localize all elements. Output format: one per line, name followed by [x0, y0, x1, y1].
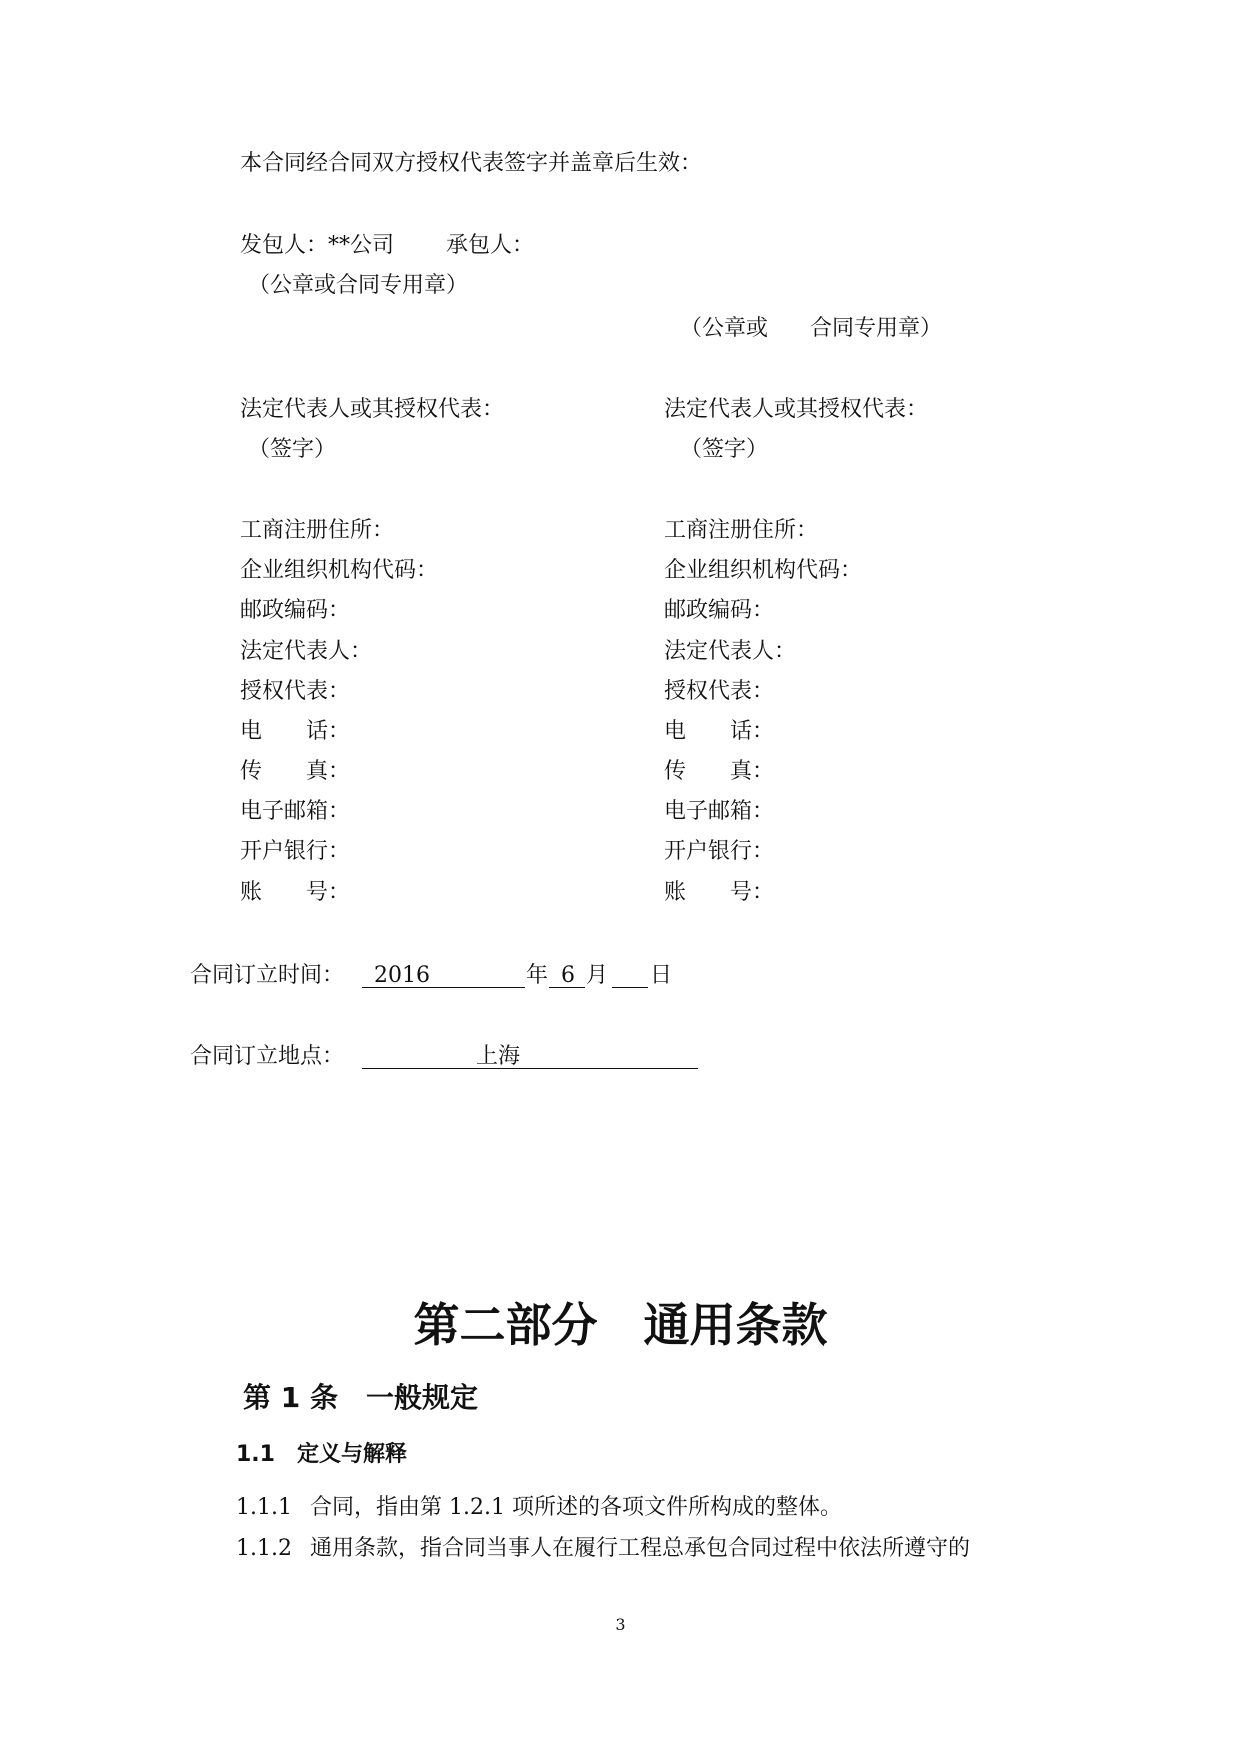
- contractor-field: 账 号：: [664, 880, 775, 905]
- contractor-label: 承包人：: [446, 233, 535, 258]
- signing-place-label: 合同订立地点：: [190, 1044, 345, 1069]
- employer-field: 工商注册住所：: [240, 518, 395, 543]
- clause-text: 合同，指由第 1.2.1 项所述的各项文件所构成的整体。: [310, 1495, 842, 1520]
- day-unit: 日: [650, 963, 673, 988]
- employer-field: 传 真：: [240, 759, 351, 784]
- signing-time-label: 合同订立时间：: [190, 963, 345, 988]
- page-number: 3: [615, 1615, 626, 1634]
- contractor-field: 电子邮箱：: [664, 799, 775, 824]
- contractor-seal-note-b: 合同专用章）: [810, 316, 943, 341]
- contractor-sign-note: （签字）: [680, 437, 769, 462]
- day-underline: [612, 987, 648, 988]
- employer-field: 电子邮箱：: [240, 799, 351, 824]
- part-title: 第二部分 通用条款: [413, 1298, 828, 1352]
- section-heading: 1.1 定义与解释: [236, 1442, 407, 1467]
- employer-field: 企业组织机构代码：: [240, 558, 439, 583]
- contractor-field: 授权代表：: [664, 679, 775, 704]
- contractor-field: 开户银行：: [664, 839, 775, 864]
- employer-label: 发包人：**公司: [240, 233, 395, 258]
- contractor-field: 电 话：: [664, 719, 775, 744]
- employer-rep-label: 法定代表人或其授权代表：: [240, 397, 505, 422]
- clause-text: 通用条款，指合同当事人在履行工程总承包合同过程中依法所遵守的: [310, 1536, 971, 1561]
- contractor-seal-note-a: （公章或: [680, 316, 769, 341]
- contractor-field: 邮政编码：: [664, 598, 775, 623]
- place-underline: [362, 1068, 698, 1069]
- employer-field: 授权代表：: [240, 679, 351, 704]
- employer-field: 开户银行：: [240, 839, 351, 864]
- signing-year: 2016: [374, 963, 430, 988]
- employer-field: 邮政编码：: [240, 598, 351, 623]
- intro-text: 本合同经合同双方授权代表签字并盖章后生效：: [240, 151, 703, 176]
- contractor-field: 工商注册住所：: [664, 518, 819, 543]
- employer-field: 账 号：: [240, 880, 351, 905]
- month-unit: 月: [586, 963, 609, 988]
- contractor-rep-label: 法定代表人或其授权代表：: [664, 397, 929, 422]
- clause-number: 1.1.1: [236, 1495, 292, 1520]
- signing-month: 6: [561, 963, 575, 988]
- employer-field: 电 话：: [240, 719, 351, 744]
- signing-place: 上海: [476, 1044, 521, 1069]
- contractor-field: 企业组织机构代码：: [664, 558, 863, 583]
- employer-field: 法定代表人：: [240, 639, 373, 664]
- year-unit: 年: [526, 963, 549, 988]
- contractor-field: 传 真：: [664, 759, 775, 784]
- clause-number: 1.1.2: [236, 1536, 292, 1561]
- employer-sign-note: （签字）: [248, 437, 337, 462]
- employer-seal-note: （公章或合同专用章）: [248, 273, 469, 298]
- article-heading: 第 1 条 一般规定: [243, 1381, 478, 1414]
- contractor-field: 法定代表人：: [664, 639, 797, 664]
